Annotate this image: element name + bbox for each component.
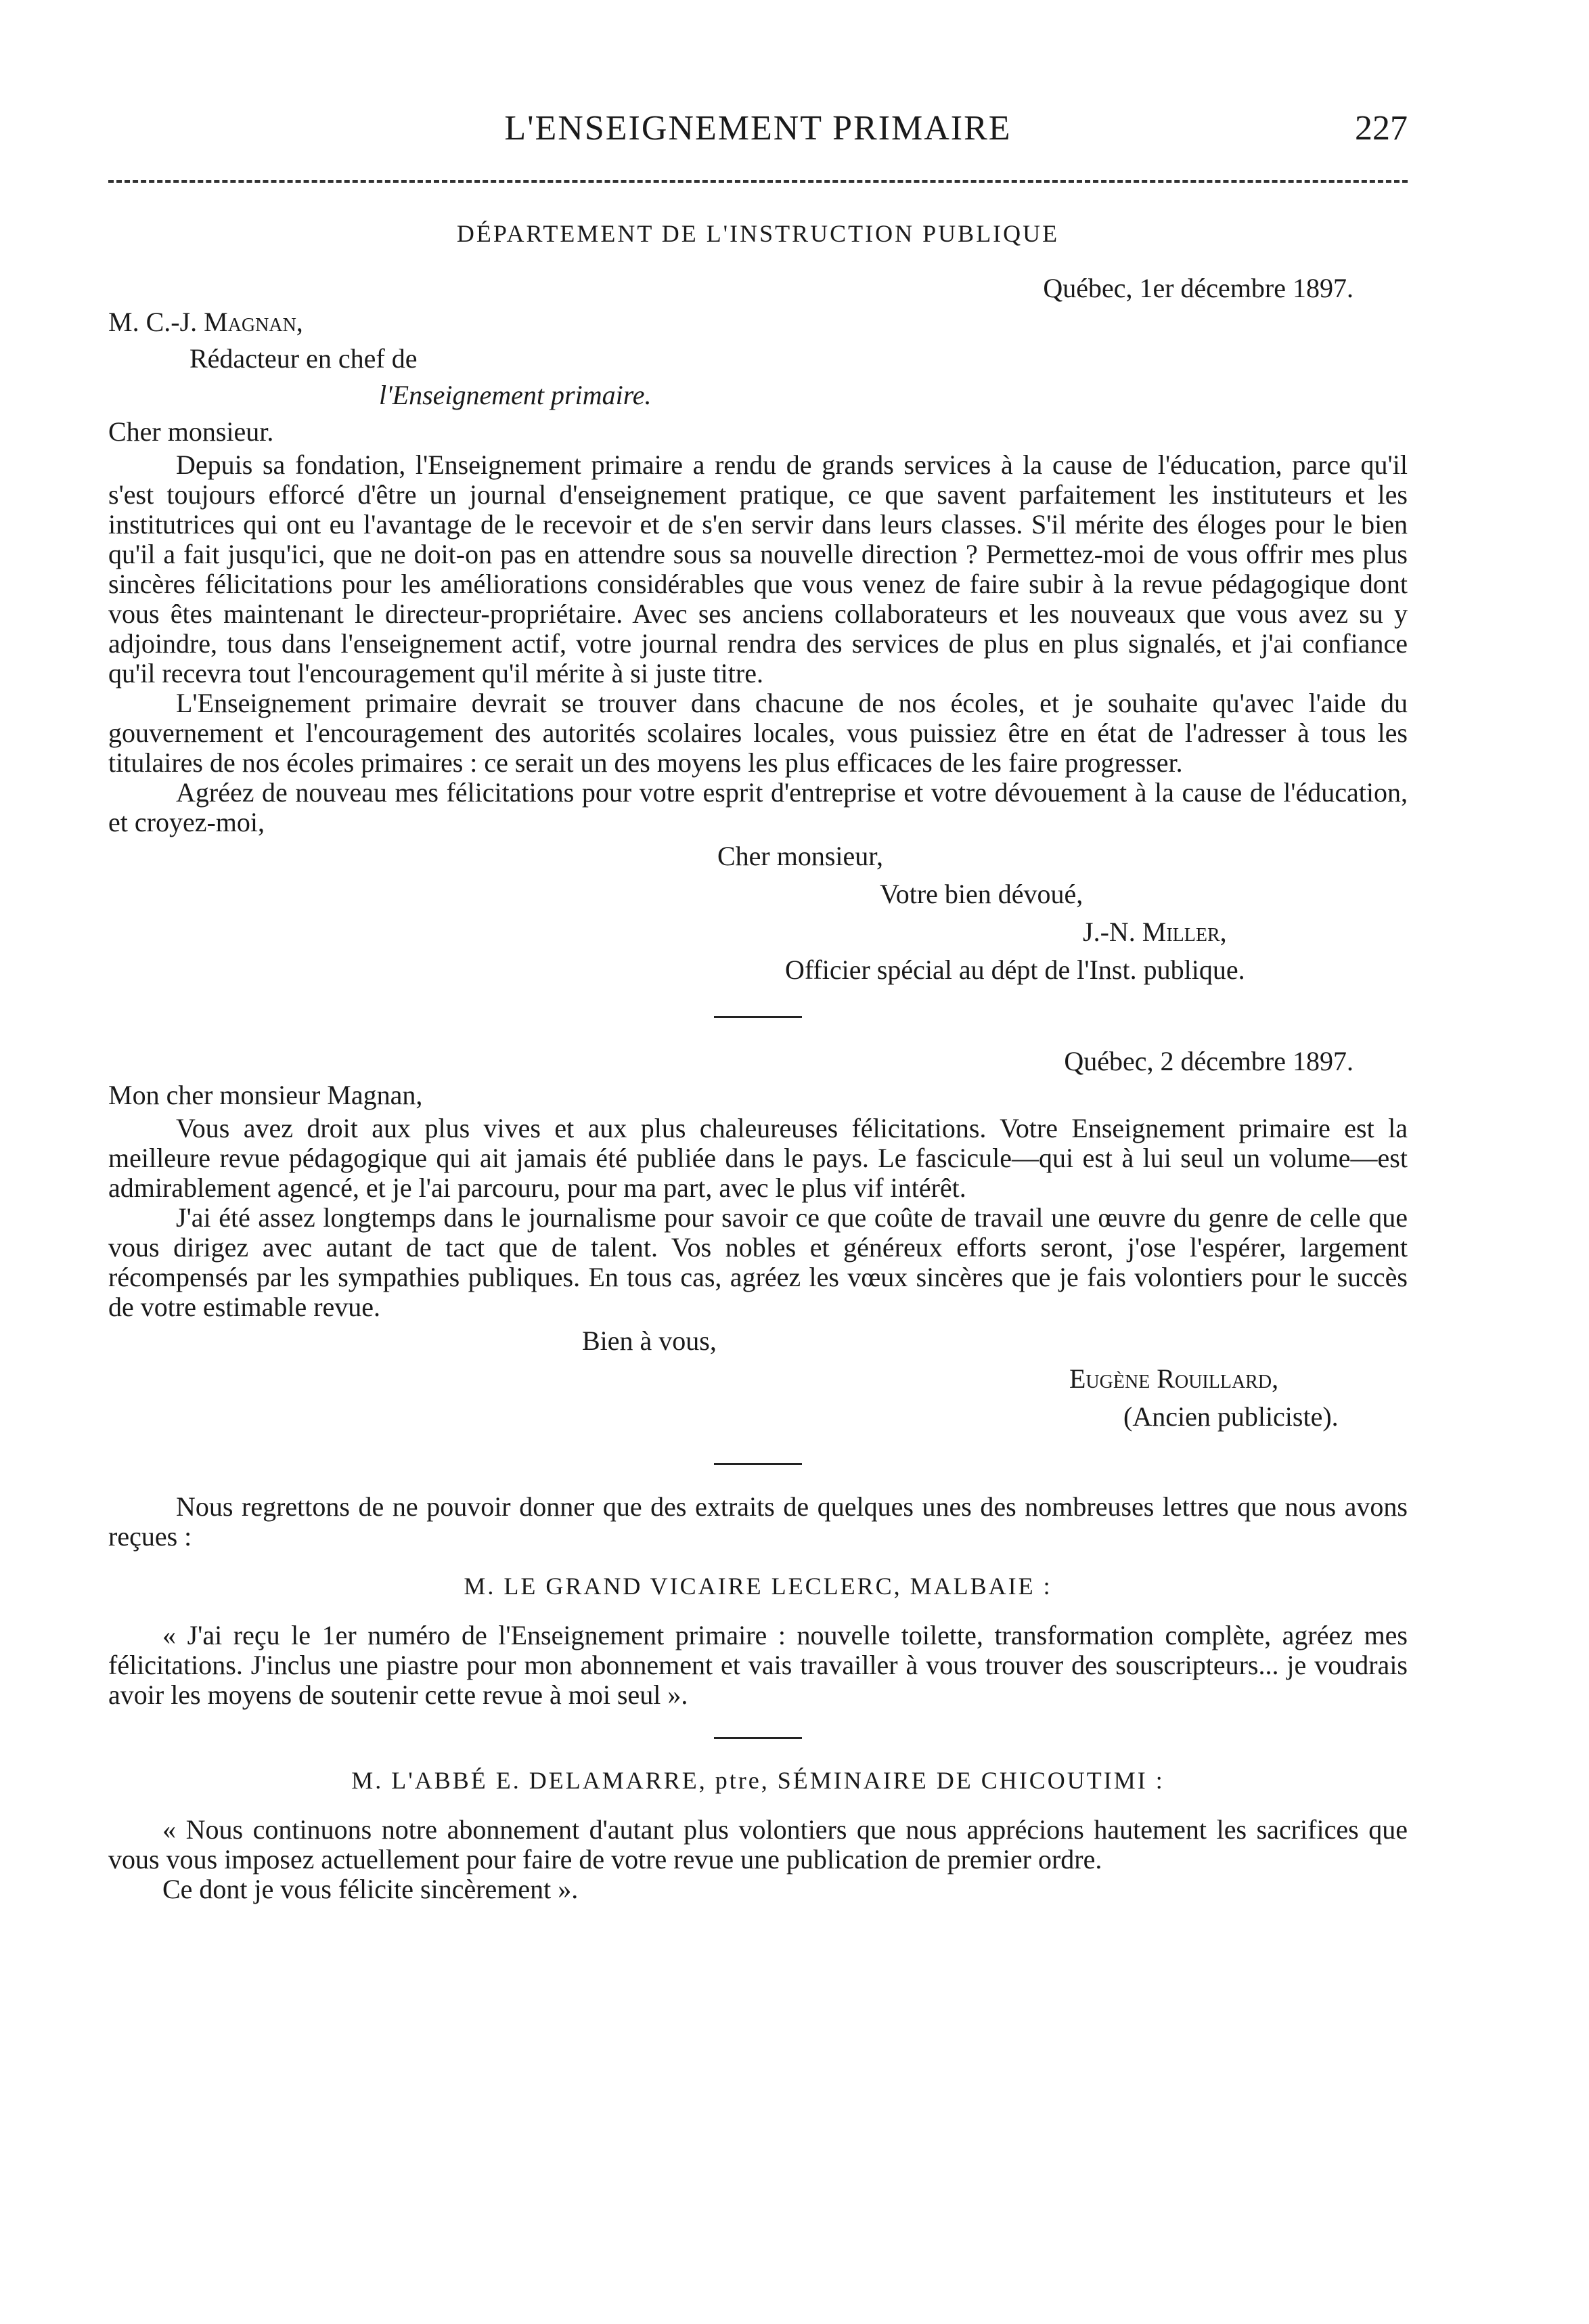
paragraph: Depuis sa fondation, l'Enseignement primaire a rendu de grands services à la cause de l'éducation, parce qu'il s'est toujours efforcé d'être un journal d'enseignement pratique, ce que savent parfaitement les instituteurs et les institutrices qui ont eu l'avantage de le recevoir et de s'en servir dans leurs classes. S'il mérite des éloges pour le bien qu'il a fait jusqu'ici, que ne doit-on pas en attendre sous sa nouvelle direction ? Permettez-moi de vous offrir mes plus sincères félicitations pour les améliorations considérables que vous venez de faire subir à la revue pédagogique dont vous êtes maintenant le directeur-propriétaire. Avec ses anciens collaborateurs et les nouveaux que vous avez su y adjoindre, tous dans l'enseignement actif, votre journal rendra des services de plus en plus signalés, et j'ai confiance qu'il recevra tout l'encouragement qu'il mérite à si juste titre. xyxy=(108,450,1408,688)
recipient-title: Rédacteur en chef de xyxy=(189,343,418,374)
extract-leclerc xyxy=(108,1572,1408,1710)
journal-name: l'Enseignement primaire. xyxy=(379,380,652,410)
running-header xyxy=(108,108,1408,169)
salutation: Mon cher monsieur Magnan, xyxy=(108,1080,423,1110)
signature-title: (Ancien publiciste). xyxy=(1123,1401,1339,1432)
extract-delamarre xyxy=(108,1766,1408,1904)
letter-date: Québec, 1er décembre 1897. xyxy=(1043,273,1353,303)
extract-heading: M. L'ABBÉ E. DELAMARRE, ptre, SÉMINAIRE DE CHICOUTIMI : xyxy=(351,1767,1165,1794)
signature: J.-N. Miller, xyxy=(1083,917,1227,947)
extract-text: « J'ai reçu le 1er numéro de l'Enseignement primaire : nouvelle toilette, transformation complète, agréez mes félicitations. J'inclus une piastre pour mon abonnement et vais travailler à vous trouver des souscripteurs... je voudrais avoir les moyens de soutenir cette revue à moi seul ». xyxy=(108,1620,1408,1710)
letter-rouillard xyxy=(108,1045,1408,1436)
extract-text: « Nous continuons notre abonnement d'autant plus volontiers que nous apprécions hautement les sacrifices que vous vous imposez actuellement pour faire de votre revue une publication de premier ordre. xyxy=(108,1814,1408,1874)
paragraph: Vous avez droit aux plus vives et aux plus chaleureuses félicitations. Votre Enseignement primaire est la meilleure revue pédagogique qui ait jamais été publiée dans le pays. Le fascicule—qui est à lui seul un volume—est admirablement agencé, et je l'ai parcouru, pour ma part, avec le plus vif intérêt. xyxy=(108,1113,1408,1203)
separator xyxy=(714,1737,802,1739)
paragraph: J'ai été assez longtemps dans le journalisme pour savoir ce que coûte de travail une œuvre du genre de celle que vous dirigez avec autant de tact que de talent. Vos nobles et généreux efforts seront, j'ose l'espérer, largement récompensés par les sympathies publiques. En tous cas, agréez les vœux sincères que je fais volontiers pour le succès de votre estimable revue. xyxy=(108,1202,1408,1322)
closing-line: Votre bien dévoué, xyxy=(880,879,1083,909)
department-heading: DÉPARTEMENT DE L'INSTRUCTION PUBLIQUE xyxy=(456,220,1060,247)
separator xyxy=(714,1463,802,1465)
separator xyxy=(714,1016,802,1018)
page xyxy=(108,108,1408,1904)
recipient-name: M. C.-J. Magnan, xyxy=(108,307,303,337)
salutation: Cher monsieur. xyxy=(108,416,274,447)
extracts-intro: Nous regrettons de ne pouvoir donner que des extraits de quelques unes des nombreuses lettres que nous avons reçues : xyxy=(108,1491,1408,1552)
extract-text: Ce dont je vous félicite sincèrement ». xyxy=(162,1874,579,1904)
header-rule xyxy=(108,180,1408,183)
closing-line: Cher monsieur, xyxy=(717,841,884,871)
paragraph: Agréez de nouveau mes félicitations pour votre esprit d'entreprise et votre dévouement à la cause de l'éducation, et croyez-moi, xyxy=(108,777,1408,837)
page-number: 227 xyxy=(1355,109,1408,148)
letter-date: Québec, 2 décembre 1897. xyxy=(1064,1046,1353,1076)
signature-title: Officier spécial au dépt de l'Inst. publique. xyxy=(785,955,1245,985)
signature: Eugène Rouillard, xyxy=(1069,1363,1279,1394)
closing-line: Bien à vous, xyxy=(582,1325,717,1356)
extract-heading: M. LE GRAND VICAIRE LECLERC, MALBAIE : xyxy=(464,1573,1052,1600)
paragraph: L'Enseignement primaire devrait se trouver dans chacune de nos écoles, et je souhaite qu'avec l'aide du gouvernement et l'encouragement des autorités scolaires locales, vous puissiez être en état de l'adresser à tous les titulaires de nos écoles primaires : ce serait un des moyens les plus efficaces de les faire progresser. xyxy=(108,688,1408,778)
letter-miller xyxy=(108,219,1408,989)
running-title: L'ENSEIGNEMENT PRIMAIRE xyxy=(504,109,1012,148)
